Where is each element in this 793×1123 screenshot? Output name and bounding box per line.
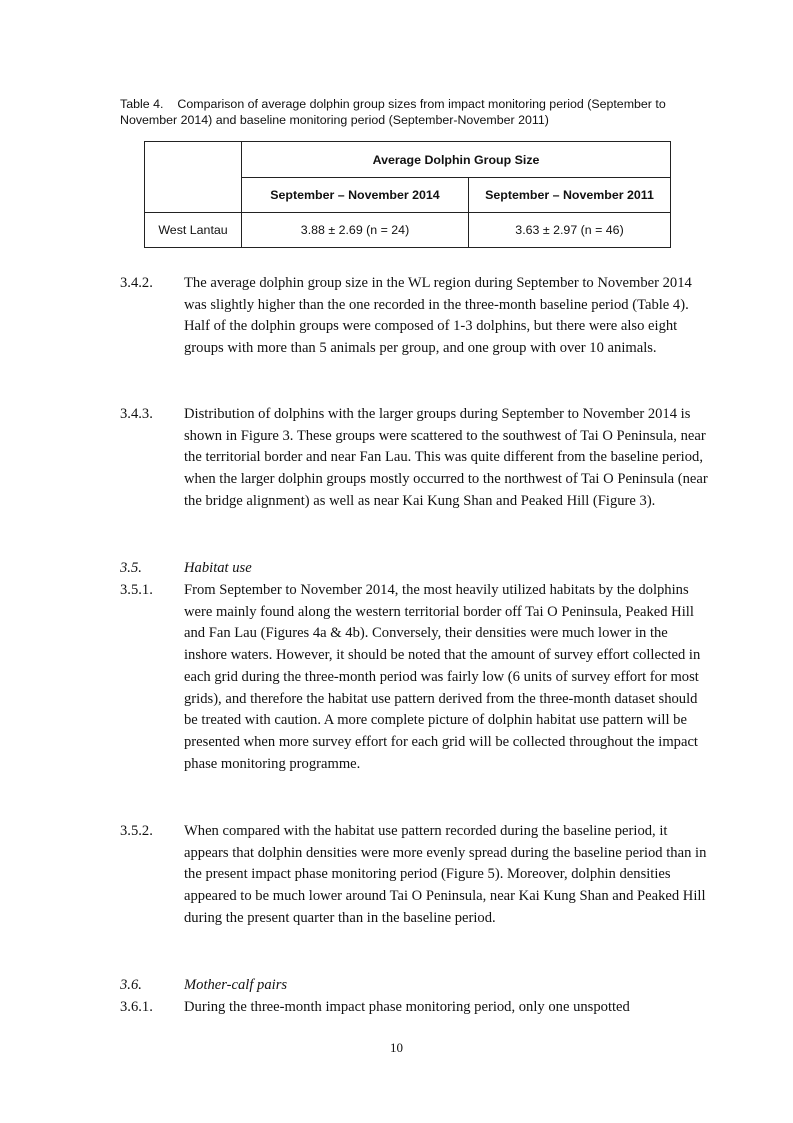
region-cell: West Lantau (145, 213, 242, 248)
section-number: 3.4.3. (120, 406, 153, 422)
paragraph-3-5-1 (120, 580, 710, 775)
paragraph-text: When compared with the habitat use pattern recorded during the baseline period, it appears that dolphin densities were more evenly spread during the baseline period than in the present impact phase monitoring period (Figure 5). Moreover, dolphin densities appeared to be much lower around Tai O Peninsula, near Kai Kung Shan and Peaked Hill during the present quarter than in the baseline period. (184, 823, 707, 926)
section-number: 3.4.2. (120, 275, 153, 291)
heading-3-6 (120, 975, 710, 997)
table-label: Table 4. (120, 97, 164, 111)
heading-3-5 (120, 558, 710, 580)
table-caption (120, 96, 705, 128)
section-number: 3.6. (120, 977, 142, 993)
group-size-header: Average Dolphin Group Size (242, 142, 671, 178)
paragraph-3-4-3 (120, 404, 710, 513)
table-row (145, 213, 671, 248)
paragraph-3-6-1 (120, 997, 710, 1019)
table-header-row (145, 142, 671, 178)
paragraph-text: During the three-month impact phase monitoring period, only one unspotted (184, 999, 630, 1015)
value-2011-cell: 3.63 ± 2.97 (n = 46) (469, 213, 671, 248)
section-number: 3.5.2. (120, 823, 153, 839)
paragraph-text: The average dolphin group size in the WL region during September to November 2014 was slightly higher than the one recorded in the three-month baseline period (Table 4). Half of the dolphin groups were composed of 1-3 dolphins, but there were also eight groups with more than 5 animals per group, and one group with over 10 animals. (184, 275, 692, 357)
section-number: 3.5.1. (120, 582, 153, 598)
paragraph-text: Distribution of dolphins with the larger groups during September to November 2014 is shown in Figure 3. These groups were scattered to the southwest of Tai O Peninsula, near the territorial border and near Fan Lau. This was quite different from the baseline period, when the larger dolphin groups mostly occurred to the northwest of Tai O Peninsula (near the bridge alignment) as well as near Kai Kung Shan and Peaked Hill (Figure 3). (184, 406, 708, 509)
value-2014-cell: 3.88 ± 2.69 (n = 24) (242, 213, 469, 248)
section-number: 3.5. (120, 560, 142, 576)
paragraph-3-5-2 (120, 821, 710, 930)
paragraph-text: From September to November 2014, the most heavily utilized habitats by the dolphins were mainly found along the western territorial border off Tai O Peninsula, Peaked Hill and Fan Lau (Figures 4a & 4b). Conversely, their densities were much lower in the inshore waters. However, it should be noted that the amount of survey effort collected in each grid during the three-month period was fairly low (6 units of survey effort for most grids), and therefore the habitat use pattern derived from the three-month dataset should be treated with caution. A more complete picture of dolphin habitat use pattern will be presented when more survey effort for each grid will be collected throughout the impact phase monitoring programme. (184, 582, 701, 772)
page-number: 10 (390, 1040, 403, 1055)
paragraph-3-4-2 (120, 273, 710, 360)
period-2011-header: September – November 2011 (469, 178, 671, 213)
table-caption-text: Comparison of average dolphin group sizes from impact monitoring period (September to November 2014) and baseline monitoring period (September-November 2011) (120, 97, 666, 127)
section-heading: Mother-calf pairs (184, 977, 288, 993)
section-number: 3.6.1. (120, 999, 153, 1015)
empty-corner-cell (145, 142, 242, 213)
group-size-table (144, 141, 671, 248)
section-heading: Habitat use (184, 560, 252, 576)
period-2014-header: September – November 2014 (242, 178, 469, 213)
